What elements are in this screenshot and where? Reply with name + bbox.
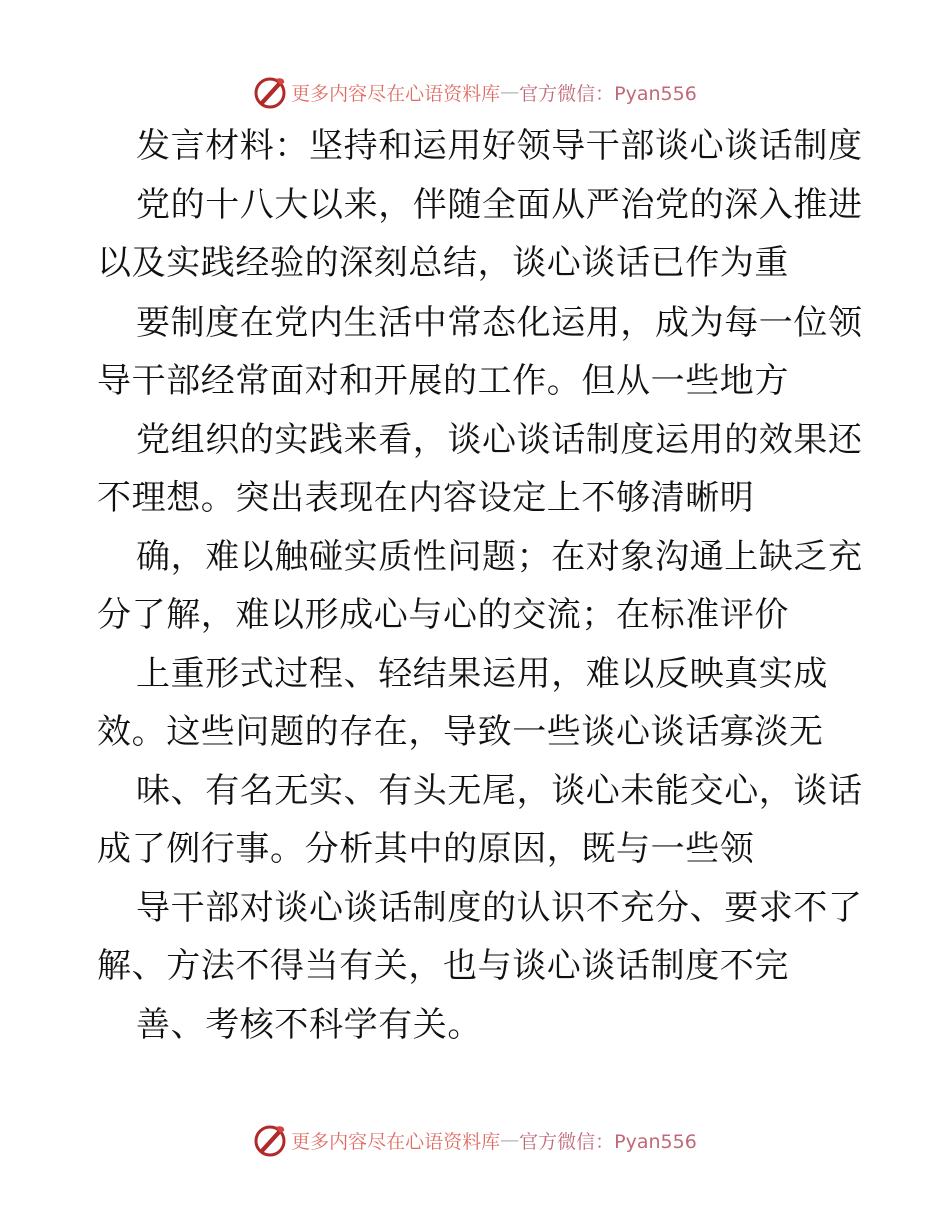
text-line: 上重形式过程、轻结果运用，难以反映真实成 (136, 654, 828, 694)
text-line: 味、有名无实、有头无尾，谈心未能交心，谈话 (136, 771, 863, 811)
text-line: 要制度在党内生活中常态化运用，成为每一位领 (136, 303, 863, 343)
text-line: 以及实践经验的深刻总结，谈心谈话已作为重 (97, 243, 789, 283)
banner-separator: — (500, 81, 520, 103)
banner-contact: 官方微信：Pyan556 (519, 82, 697, 105)
text-line: 导干部对谈心谈话制度的认识不充分、要求不了 (136, 888, 863, 928)
text-line: 分了解，难以形成心与心的交流；在标准评价 (97, 595, 789, 635)
text-line: 解、方法不得当有关，也与谈心谈话制度不完 (97, 946, 789, 986)
document-title: 发言材料：坚持和运用好领导干部谈心谈话制度 (136, 126, 863, 166)
quill-logo-icon (253, 1123, 287, 1157)
quill-logo-icon (253, 75, 287, 109)
banner-text: 更多内容尽在心语资料库 (291, 1130, 501, 1153)
text-line: 效。这些问题的存在，导致一些谈心谈话寡淡无 (97, 712, 824, 752)
banner-contact: 官方微信：Pyan556 (519, 1130, 697, 1153)
text-line: 善、考核不科学有关。 (136, 1005, 482, 1045)
banner-separator: — (500, 1129, 520, 1151)
text-line: 成了例行事。分析其中的原因，既与一些领 (97, 829, 755, 869)
text-line: 确，难以触碰实质性问题；在对象沟通上缺乏充 (136, 537, 863, 577)
banner-text: 更多内容尽在心语资料库 (291, 82, 501, 105)
header-banner (0, 72, 950, 112)
text-line: 导干部经常面对和开展的工作。但从一些地方 (97, 361, 789, 401)
text-line: 党的十八大以来，伴随全面从严治党的深入推进 (136, 185, 863, 225)
text-line: 党组织的实践来看，谈心谈话制度运用的效果还 (136, 420, 863, 460)
footer-banner (0, 1120, 950, 1160)
text-line: 不理想。突出表现在内容设定上不够清晰明 (97, 478, 755, 518)
